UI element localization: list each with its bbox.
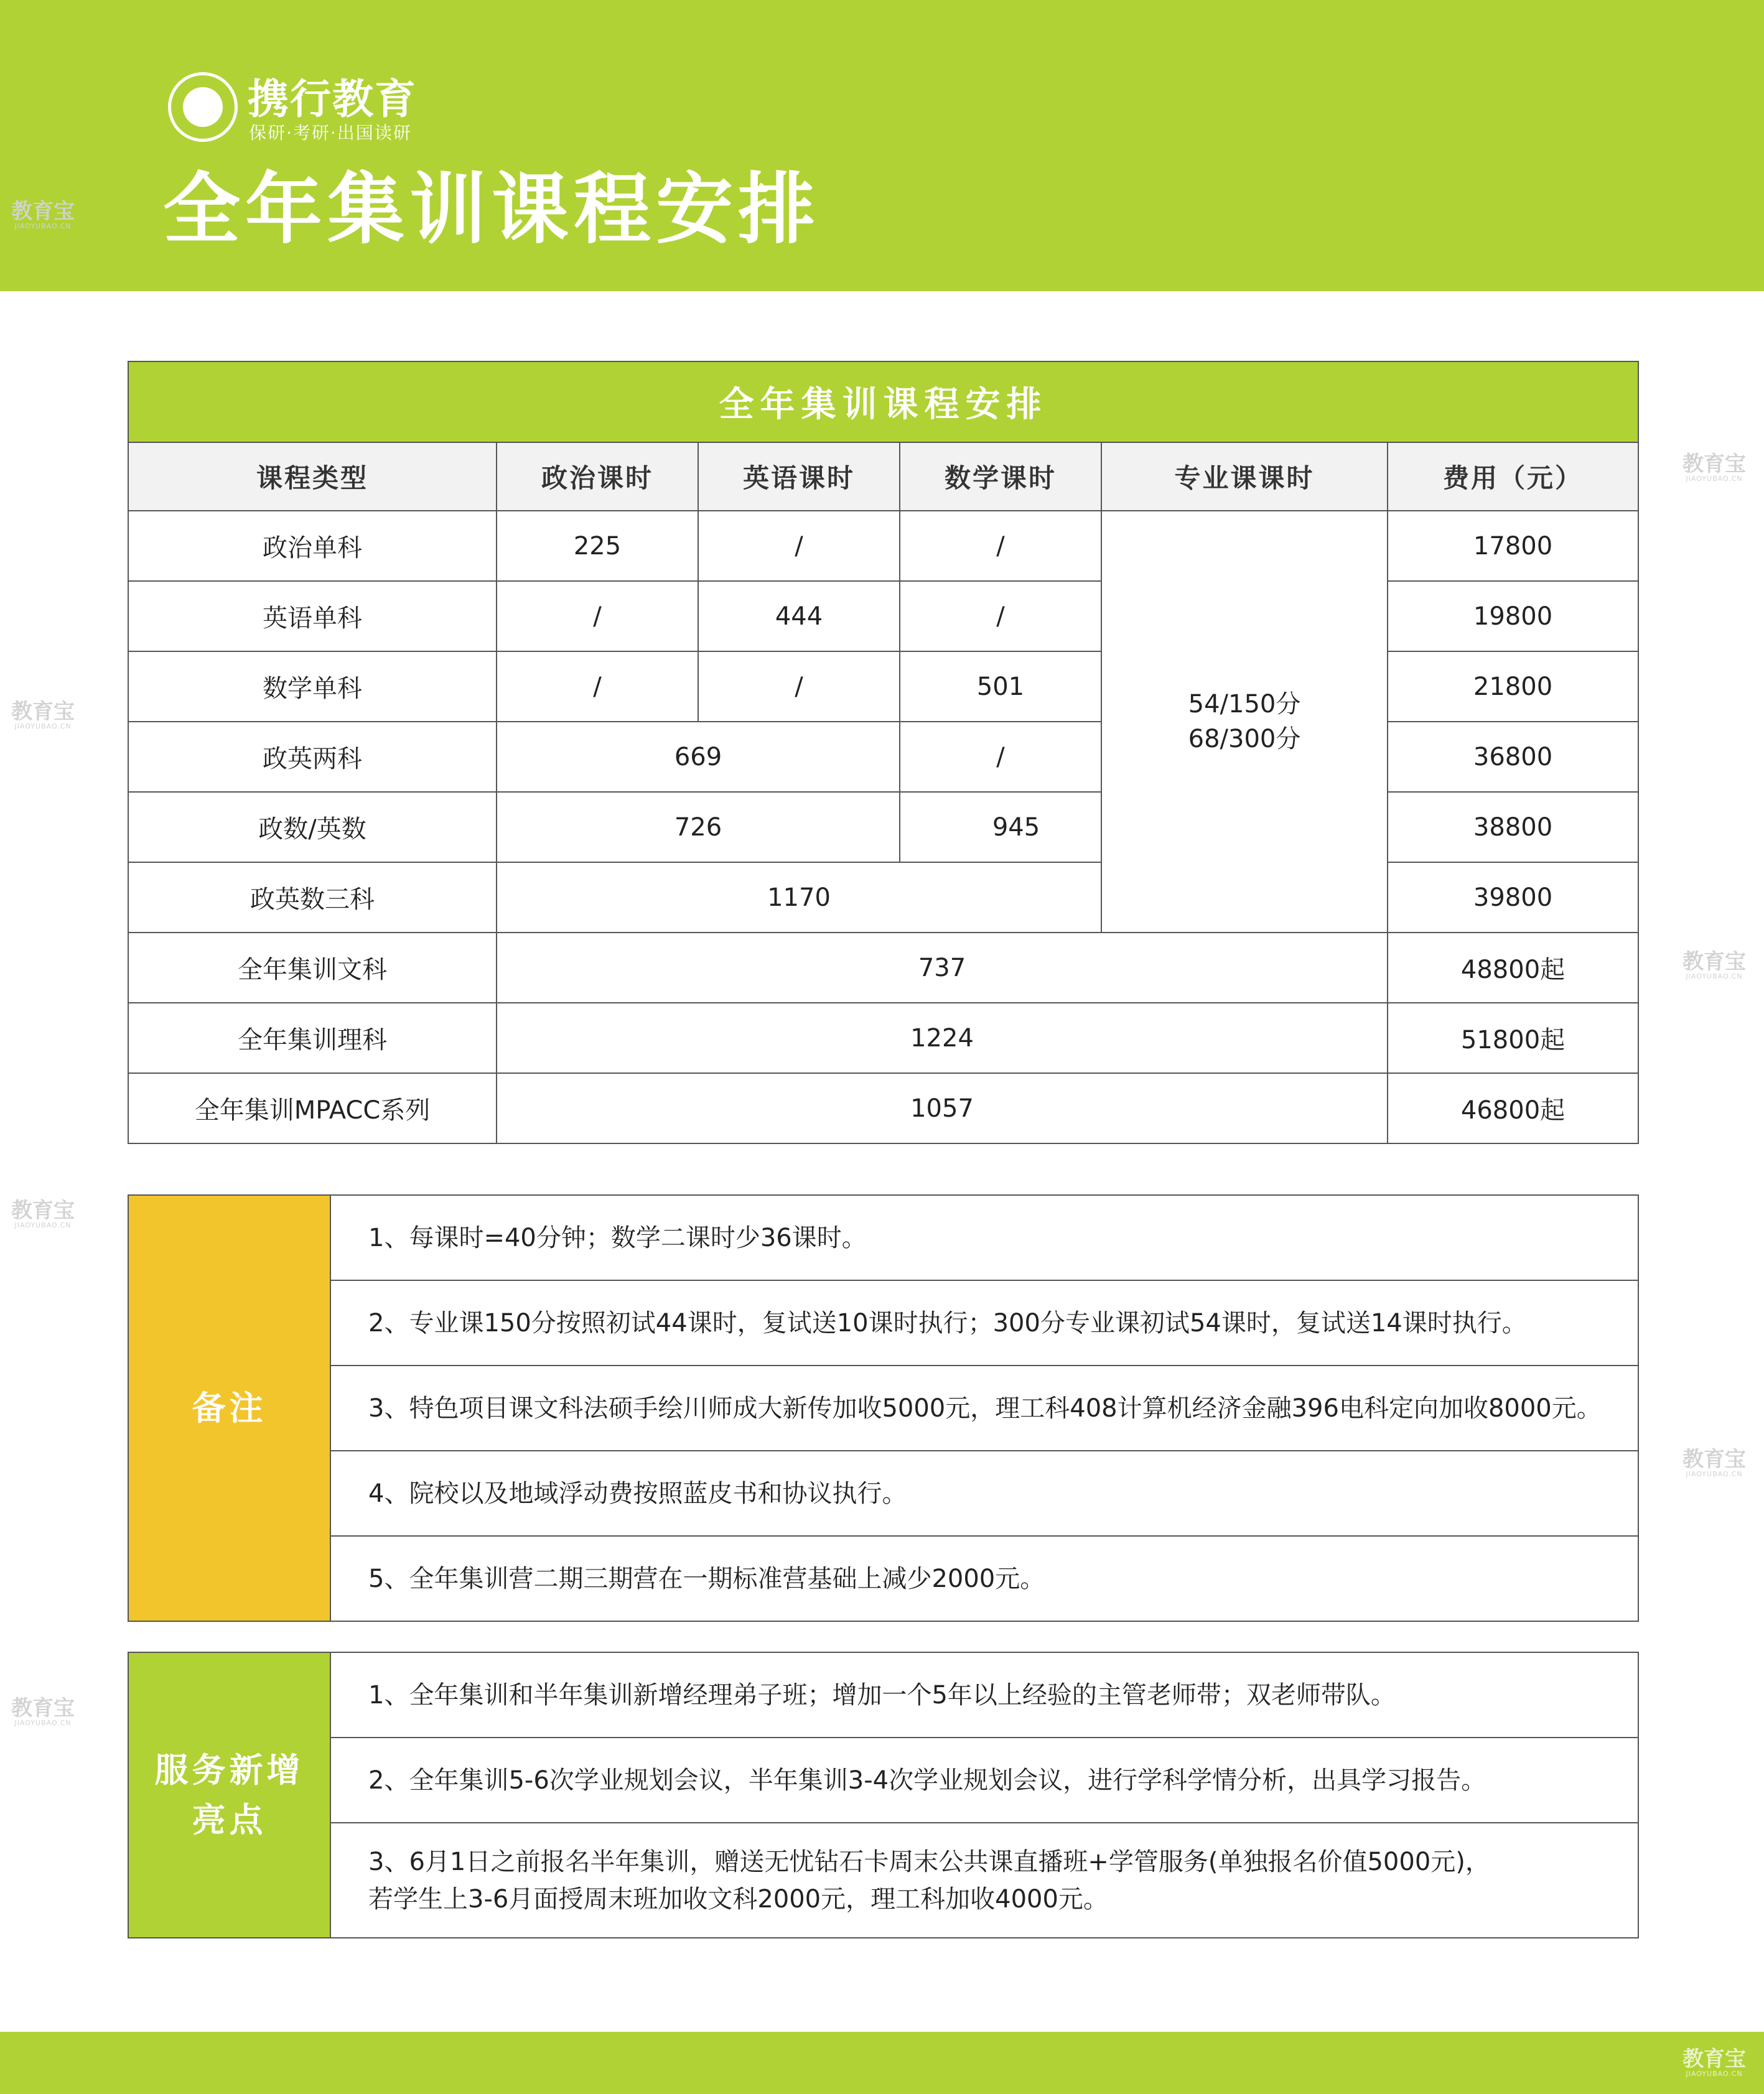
table-row — [128, 933, 1638, 1003]
politics-hours: 225 — [497, 511, 698, 581]
combined-hours: 1170 — [497, 862, 1101, 933]
fee: 51800起 — [1388, 1003, 1638, 1073]
watermark-logo: 教育宝 JIAOYUBAO.CN — [1682, 452, 1746, 483]
table-row — [128, 1073, 1638, 1143]
note-item: 4、院校以及地域浮动费按照蓝皮书和协议执行。 — [330, 1451, 1638, 1536]
note-item: 2、专业课150分按照初试44课时，复试送10课时执行；300分专业课初试54课时，复试送14课时执行。 — [330, 1280, 1638, 1366]
service-item: 1、全年集训和半年集训新增经理弟子班；增加一个5年以上经验的主管老师带；双老师带队。 — [330, 1652, 1638, 1738]
table-row — [128, 651, 1638, 722]
course-type: 全年集训文科 — [128, 933, 497, 1003]
watermark-logo: 教育宝 JIAOYUBAO.CN — [11, 1198, 75, 1229]
notes-table — [128, 1194, 1639, 1622]
fee: 39800 — [1388, 862, 1638, 933]
header-english-hours: 英语课时 — [698, 442, 900, 511]
service-item — [330, 1823, 1638, 1938]
note-item: 5、全年集训营二期三期营在一期标准营基础上减少2000元。 — [330, 1536, 1638, 1621]
politics-english-hours: 726 — [497, 792, 900, 862]
header-politics-hours: 政治课时 — [497, 442, 698, 511]
politics-hours: / — [497, 651, 698, 722]
combined-hours: 737 — [497, 933, 1388, 1003]
politics-english-hours: 669 — [497, 722, 900, 792]
math-hours: / — [900, 581, 1101, 651]
course-type: 英语单科 — [128, 581, 497, 651]
fee: 21800 — [1388, 651, 1638, 722]
header-course-type: 课程类型 — [128, 442, 497, 511]
logo-seal-icon — [168, 72, 238, 142]
fee: 36800 — [1388, 722, 1638, 792]
math-hours: / — [900, 511, 1101, 581]
table-row — [128, 792, 1638, 862]
course-type: 全年集训MPACC系列 — [128, 1073, 497, 1143]
service-item: 2、全年集训5-6次学业规划会议，半年集训3-4次学业规划会议，进行学科学情分析，出具学习报告。 — [330, 1738, 1638, 1823]
combined-hours: 1224 — [497, 1003, 1388, 1073]
combined-hours: 1057 — [497, 1073, 1388, 1143]
politics-hours: / — [497, 581, 698, 651]
watermark-logo: 教育宝 JIAOYUBAO.CN — [11, 699, 75, 730]
english-hours: / — [698, 511, 900, 581]
note-item: 3、特色项目课文科法硕手绘川师成大新传加收5000元，理工科408计算机经济金融396电科定向加收8000元。 — [330, 1366, 1638, 1451]
brand-tagline: 保研·考研·出国读研 — [249, 123, 412, 143]
fee: 38800 — [1388, 792, 1638, 862]
service-label — [128, 1652, 330, 1938]
math-hours: / — [900, 722, 1101, 792]
math-hours: 945 — [900, 792, 1101, 862]
math-hours: 501 — [900, 651, 1101, 722]
table-row — [128, 1003, 1638, 1073]
watermark-logo: 教育宝 JIAOYUBAO.CN — [1682, 949, 1746, 980]
page-title: 全年集训课程安排 — [163, 165, 821, 254]
bottom-bar — [0, 2032, 1764, 2094]
brand-name: 携行教育 — [248, 75, 417, 123]
note-item: 1、每课时=40分钟；数学二课时少36课时。 — [330, 1195, 1638, 1280]
service-item-line2: 若学生上3-6月面授周末班加收文科2000元，理工科加收4000元。 — [368, 1884, 1108, 1914]
watermark-logo: 教育宝 JIAOYUBAO.CN — [11, 1696, 75, 1727]
professional-hours-150: 54/150分 — [1188, 690, 1301, 719]
header-professional-hours: 专业课课时 — [1101, 442, 1388, 511]
top-banner — [0, 0, 1764, 291]
course-type: 数学单科 — [128, 651, 497, 722]
fee: 48800起 — [1388, 933, 1638, 1003]
course-type: 全年集训理科 — [128, 1003, 497, 1073]
watermark-logo: 教育宝 JIAOYUBAO.CN — [11, 199, 75, 230]
professional-hours — [1101, 511, 1388, 933]
table-row — [128, 581, 1638, 651]
table-row — [128, 722, 1638, 792]
table-title: 全年集训课程安排 — [128, 361, 1638, 442]
fee: 19800 — [1388, 581, 1638, 651]
english-hours: 444 — [698, 581, 900, 651]
professional-hours-300: 68/300分 — [1188, 725, 1301, 753]
english-hours: / — [698, 651, 900, 722]
watermark-logo: 教育宝 JIAOYUBAO.CN — [1682, 1447, 1746, 1478]
service-item-line1: 3、6月1日之前报名半年集训，赠送无忧钻石卡周末公共课直播班+学管服务(单独报名价值5000元)， — [368, 1847, 1490, 1876]
fee: 17800 — [1388, 511, 1638, 581]
service-table — [128, 1652, 1639, 1938]
course-type: 政英数三科 — [128, 862, 497, 933]
header-math-hours: 数学课时 — [900, 442, 1101, 511]
watermark-logo: 教育宝 JIAOYUBAO.CN — [1682, 2047, 1746, 2078]
course-type: 政英两科 — [128, 722, 497, 792]
fee: 46800起 — [1388, 1073, 1638, 1143]
course-type: 政治单科 — [128, 511, 497, 581]
course-type: 政数/英数 — [128, 792, 497, 862]
service-label-line1: 服务新增 — [154, 1750, 304, 1790]
notes-label: 备注 — [128, 1195, 330, 1621]
table-row — [128, 511, 1638, 581]
service-label-line2: 亮点 — [192, 1800, 267, 1840]
header-fee: 费用（元） — [1388, 442, 1638, 511]
schedule-table — [128, 361, 1639, 1144]
table-row — [128, 862, 1638, 933]
